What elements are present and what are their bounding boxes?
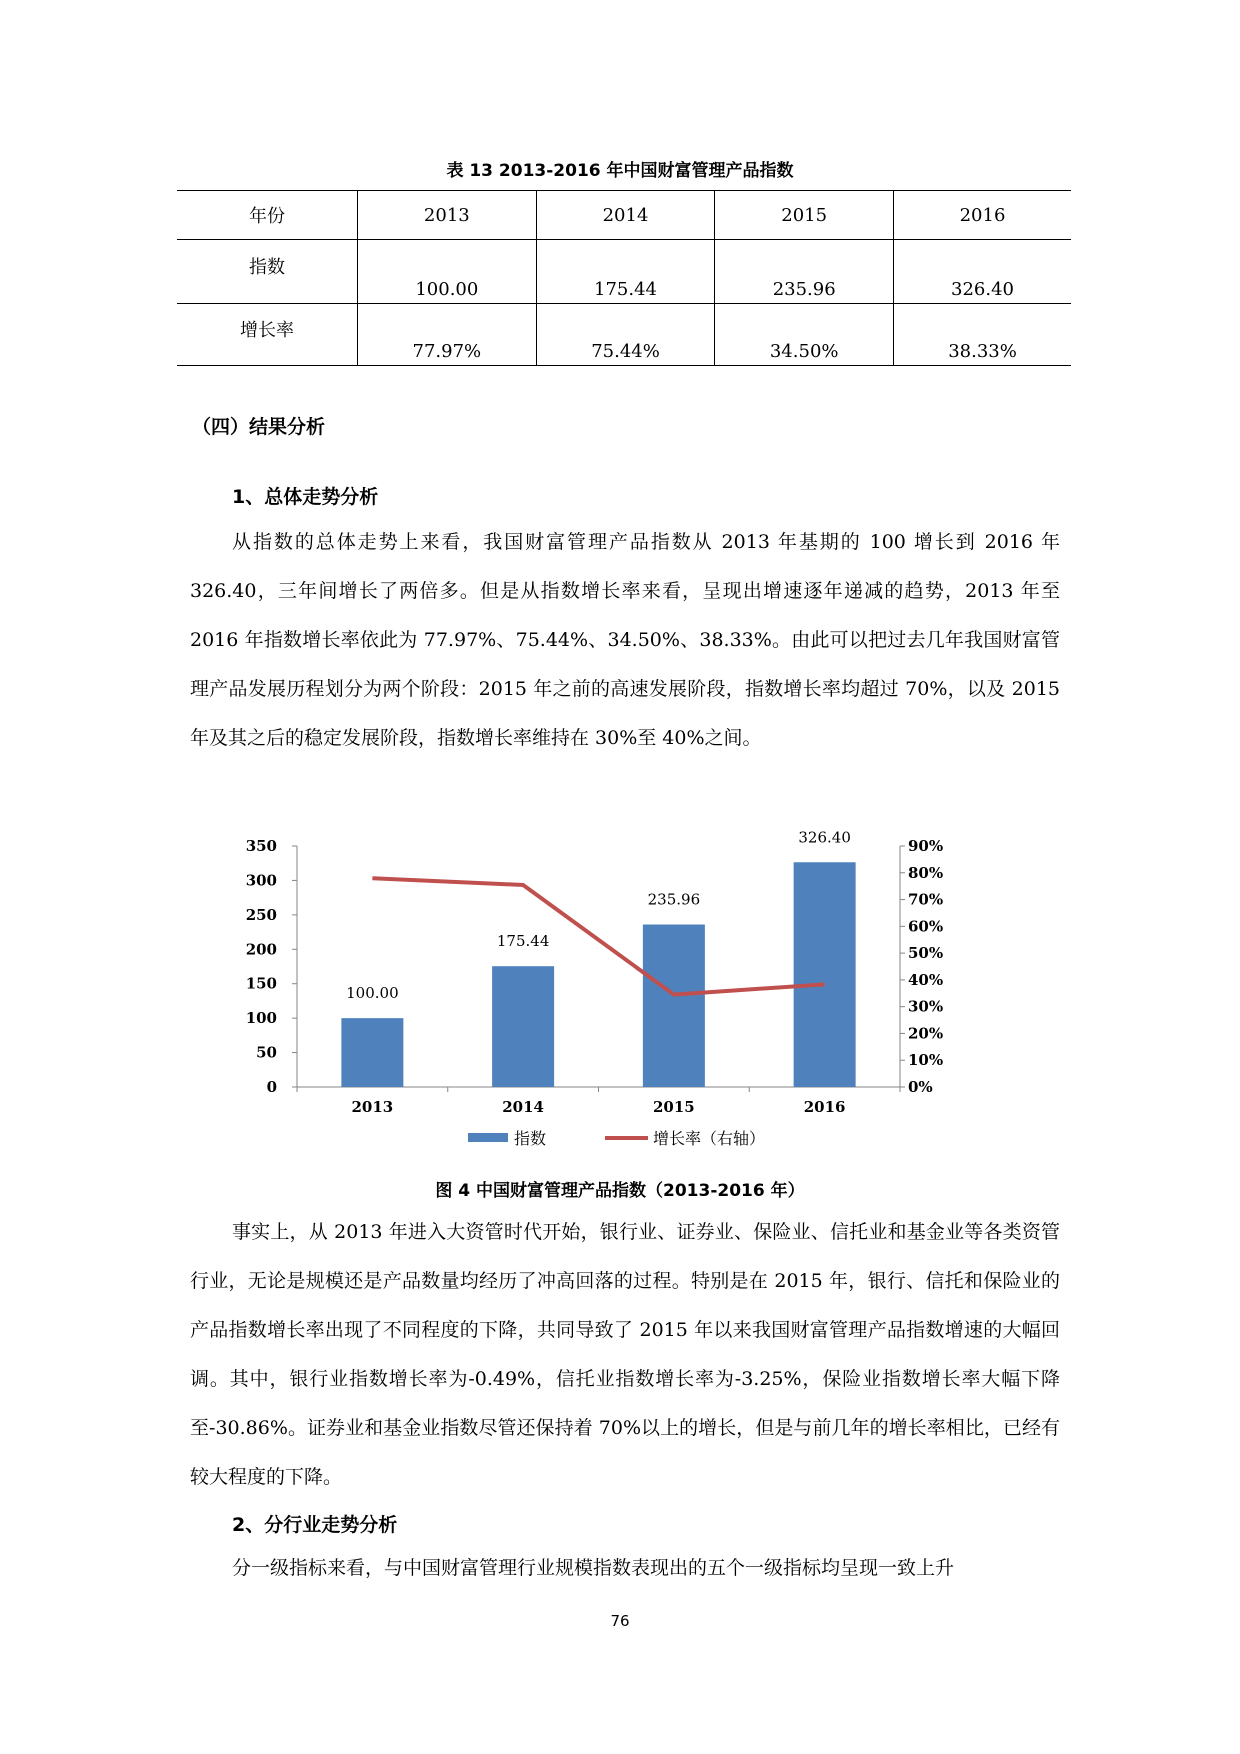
right-tick-label: 20% — [908, 1024, 944, 1043]
paragraph-industry-context: 事实上，从 2013 年进入大资管时代开始，银行业、证券业、保险业、信托业和基金业等各类资管行业，无论是规模还是产品数量均经历了冲高回落的过程。特别是在 2015 年，银行、信托和保险业的产品指数增长率出现了不同程度的下降，共同导致了 2015 年以来我国财富管理产品指数增速的大幅回调。其中，银行业指数增长率为-0.49%，信托业指数增长率为-3.25%，保险业指数增长率大幅下降至-30.86%。证券业和基金业指数尽管还保持着 70%以上的增长，但是与前几年的增长率相比，已经有较大程度的下降。 — [190, 1221, 1060, 1488]
bar-data-label: 326.40 — [798, 828, 851, 847]
right-tick-label: 90% — [908, 837, 944, 855]
right-tick-label: 0% — [908, 1078, 933, 1096]
table-cell: 38.33% — [894, 304, 1071, 366]
table-header-row — [177, 191, 1071, 240]
bar — [492, 966, 554, 1087]
table-cell: 34.50% — [715, 304, 894, 366]
header-cell: 2015 — [715, 191, 894, 240]
table-cell: 326.40 — [894, 240, 1071, 304]
right-tick-label: 10% — [908, 1051, 944, 1070]
header-cell: 2014 — [536, 191, 715, 240]
figure-caption: 图 4 中国财富管理产品指数（2013-2016 年） — [435, 1181, 805, 1201]
right-tick-label: 80% — [908, 863, 944, 882]
left-tick-label: 300 — [245, 871, 277, 890]
legend-label-index: 指数 — [514, 1129, 547, 1148]
row-label: 指数 — [177, 240, 358, 304]
x-tick-label: 2013 — [351, 1098, 394, 1116]
section-heading: （四）结果分析 — [192, 416, 326, 438]
right-tick-label: 70% — [908, 890, 944, 909]
table-cell: 77.97% — [358, 304, 537, 366]
bar — [341, 1018, 403, 1087]
index-table — [177, 190, 1071, 366]
left-tick-label: 50 — [256, 1043, 277, 1062]
left-tick-label: 100 — [245, 1009, 277, 1028]
left-tick-label: 0 — [266, 1078, 277, 1096]
table-cell: 175.44 — [536, 240, 715, 304]
bar-data-label: 175.44 — [496, 932, 550, 951]
index-chart — [230, 820, 1010, 1160]
right-tick-label: 40% — [908, 970, 944, 989]
header-cell: 2016 — [894, 191, 1071, 240]
page-number: 76 — [610, 1612, 630, 1630]
header-cell: 2013 — [358, 191, 537, 240]
x-tick-label: 2014 — [502, 1098, 544, 1116]
bar-data-label: 100.00 — [346, 984, 399, 1003]
subsection-heading-1: 1、总体走势分析 — [232, 486, 379, 508]
left-tick-label: 200 — [245, 940, 277, 959]
table-cell: 75.44% — [536, 304, 715, 366]
subsection-heading-2: 2、分行业走势分析 — [232, 1514, 398, 1536]
paragraph-overall-trend: 从指数的总体走势上来看，我国财富管理产品指数从 2013 年基期的 100 增长到 2016 年 326.40，三年间增长了两倍多。但是从指数增长率来看，呈现出增速逐年递减的趋势，2013 年至 2016 年指数增长率依此为 77.97%、75.44%、34.50%、38.33%。由此可以把过去几年我国财富管理产品发展历程划分为两个阶段：2015 年之前的高速发展阶段，指数增长率均超过 70%，以及 2015 年及其之后的稳定发展阶段，指数增长率维持在 30%至 40%之间。 — [190, 531, 1060, 749]
left-tick-label: 350 — [245, 837, 277, 855]
right-tick-label: 30% — [908, 997, 944, 1016]
chart-svg — [230, 820, 1010, 1160]
table-cell: 235.96 — [715, 240, 894, 304]
table-row-growth — [177, 304, 1071, 366]
header-cell: 年份 — [177, 191, 358, 240]
right-tick-label: 50% — [908, 944, 944, 963]
bar — [794, 862, 856, 1087]
table-row-index — [177, 240, 1071, 304]
table-cell: 100.00 — [358, 240, 537, 304]
bar-data-label: 235.96 — [647, 890, 701, 909]
legend-label-growth: 增长率（右轴） — [653, 1129, 766, 1148]
left-tick-label: 250 — [245, 905, 277, 924]
left-tick-label: 150 — [245, 974, 277, 993]
bar — [643, 925, 705, 1087]
x-tick-label: 2016 — [803, 1098, 846, 1116]
paragraph-by-industry: 分一级指标来看，与中国财富管理行业规模指数表现出的五个一级指标均呈现一致上升 — [232, 1557, 955, 1579]
table-caption: 表 13 2013-2016 年中国财富管理产品指数 — [446, 161, 794, 181]
x-tick-label: 2015 — [653, 1098, 695, 1116]
legend-swatch-index — [468, 1133, 508, 1142]
growth-rate-line — [372, 878, 824, 994]
right-tick-label: 60% — [908, 917, 944, 936]
row-label: 增长率 — [177, 304, 358, 366]
